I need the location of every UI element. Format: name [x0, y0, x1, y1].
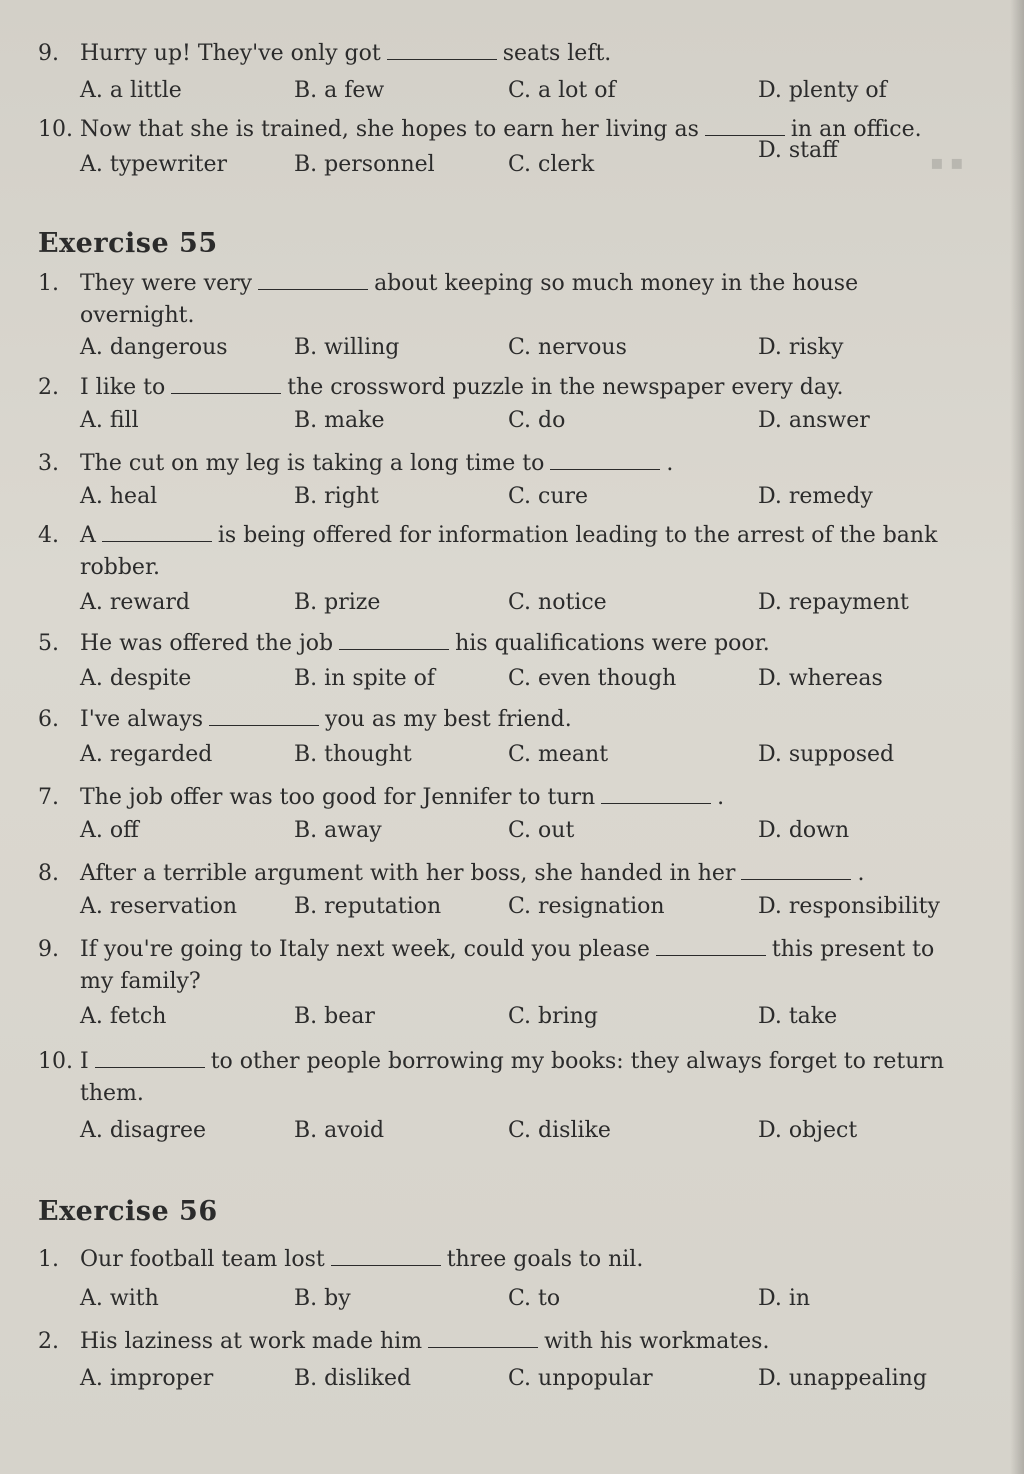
ex56-options-2	[80, 1366, 980, 1398]
option-b[interactable]: B. disliked	[294, 1366, 412, 1391]
answer-blank[interactable]	[741, 859, 851, 880]
option-c[interactable]: C. to	[508, 1286, 561, 1311]
option-b[interactable]: B. away	[294, 818, 382, 843]
option-c[interactable]: C. bring	[508, 1004, 598, 1029]
option-b[interactable]: B. thought	[294, 742, 412, 767]
option-c[interactable]: C. dislike	[508, 1118, 611, 1143]
ex55-options-6	[80, 742, 980, 774]
option-b[interactable]: B. reputation	[294, 894, 442, 919]
option-a[interactable]: A. disagree	[80, 1118, 207, 1143]
question-number: 9.	[38, 41, 59, 66]
ex55-question-6	[38, 704, 988, 736]
option-a[interactable]: A. dangerous	[80, 335, 228, 360]
option-b[interactable]: B. in spite of	[294, 666, 436, 691]
question-number: 6.	[38, 707, 59, 732]
answer-blank[interactable]	[550, 449, 660, 470]
answer-blank[interactable]	[387, 39, 497, 60]
option-a[interactable]: A. heal	[80, 484, 158, 509]
option-c[interactable]: C. clerk	[508, 152, 595, 177]
option-a[interactable]: A. fetch	[80, 1004, 167, 1029]
option-a[interactable]: A. reservation	[80, 894, 238, 919]
option-b[interactable]: B. by	[294, 1286, 351, 1311]
option-c[interactable]: C. meant	[508, 742, 609, 767]
question-number: 7.	[38, 785, 59, 810]
question-number: 8.	[38, 861, 59, 886]
options-top-9	[80, 78, 980, 110]
question-text-after: you as my best friend.	[325, 707, 572, 732]
answer-blank[interactable]	[331, 1245, 441, 1266]
exercise-55-title: Exercise 55	[38, 228, 218, 259]
answer-blank[interactable]	[209, 705, 319, 726]
answer-blank[interactable]	[95, 1047, 205, 1068]
question-number: 10.	[38, 117, 73, 142]
option-c[interactable]: C. cure	[508, 484, 589, 509]
option-c[interactable]: C. a lot of	[508, 78, 616, 103]
option-d[interactable]: D. whereas	[758, 666, 883, 691]
option-c[interactable]: C. unpopular	[508, 1366, 653, 1391]
question-number: 1.	[38, 271, 59, 296]
question-text-after: with his workmates.	[544, 1329, 770, 1354]
question-text-after: to other people borrowing my books: they always forget to return	[210, 1049, 945, 1074]
option-b[interactable]: B. right	[294, 484, 379, 509]
answer-blank[interactable]	[102, 521, 212, 542]
option-d[interactable]: D. down	[758, 818, 850, 843]
option-d[interactable]: D. unappealing	[758, 1366, 927, 1391]
option-c[interactable]: C. do	[508, 408, 566, 433]
answer-blank[interactable]	[171, 373, 281, 394]
page-edge-shadow	[1010, 0, 1024, 1474]
option-b[interactable]: B. personnel	[294, 152, 435, 177]
question-text-after: .	[717, 785, 725, 810]
question-text: His laziness at work made him	[80, 1329, 423, 1354]
answer-blank[interactable]	[601, 783, 711, 804]
ex55-question-2	[38, 372, 988, 404]
option-d[interactable]: D. answer	[758, 408, 870, 433]
question-text-after: .	[666, 451, 674, 476]
question-text-after: is being offered for information leading to the arrest of the bank	[217, 523, 938, 548]
ex55-options-2	[80, 408, 980, 440]
option-d[interactable]: D. repayment	[758, 590, 909, 615]
option-c[interactable]: C. out	[508, 818, 575, 843]
option-a[interactable]: A. despite	[80, 666, 192, 691]
option-b[interactable]: B. bear	[294, 1004, 375, 1029]
question-text: Now that she is trained, she hopes to earn her living as	[80, 117, 699, 142]
answer-blank[interactable]	[705, 115, 785, 136]
question-text-after: his qualifications were poor.	[455, 631, 770, 656]
ex55-question-5	[38, 628, 988, 660]
option-c[interactable]: C. resignation	[508, 894, 665, 919]
option-b[interactable]: B. avoid	[294, 1118, 385, 1143]
question-number: 4.	[38, 523, 59, 548]
question-text: The job offer was too good for Jennifer to turn	[80, 785, 596, 810]
question-text: The cut on my leg is taking a long time to	[80, 451, 545, 476]
question-text: Hurry up! They've only got	[80, 41, 381, 66]
question-text: If you're going to Italy next week, could you please	[80, 937, 650, 962]
option-a[interactable]: A. regarded	[80, 742, 213, 767]
question-text: A	[80, 523, 96, 548]
ex55-options-8	[80, 894, 980, 926]
question-text-after: the crossword puzzle in the newspaper every day.	[287, 375, 844, 400]
question-top-9	[38, 38, 988, 70]
ex56-question-1	[38, 1244, 988, 1276]
option-a[interactable]: A. off	[80, 818, 139, 843]
option-d[interactable]: D. risky	[758, 335, 844, 360]
question-number: 1.	[38, 1247, 59, 1272]
question-text: They were very	[80, 271, 253, 296]
ex55-question-4	[38, 520, 988, 584]
option-d[interactable]: D. object	[758, 1118, 858, 1143]
option-d[interactable]: D. plenty of	[758, 78, 887, 103]
option-d[interactable]: D. take	[758, 1004, 838, 1029]
question-text-after: .	[857, 861, 865, 886]
options-top-10	[80, 138, 980, 184]
question-continuation: overnight.	[80, 303, 195, 328]
exercise-56-title: Exercise 56	[38, 1196, 218, 1227]
question-text: After a terrible argument with her boss, she handed in her	[80, 861, 736, 886]
ex55-question-3	[38, 448, 988, 480]
option-c[interactable]: C. nervous	[508, 335, 627, 360]
question-continuation: them.	[80, 1081, 144, 1106]
option-d[interactable]: D. in	[758, 1286, 811, 1311]
option-b[interactable]: B. make	[294, 408, 385, 433]
ex55-options-3	[80, 484, 980, 516]
show-through-text: ▪ ▪	[930, 150, 964, 174]
answer-blank[interactable]	[258, 269, 368, 290]
question-top-10	[38, 114, 988, 146]
option-a[interactable]: A. fill	[80, 408, 139, 433]
option-d[interactable]: D. responsibility	[758, 894, 940, 919]
question-number: 10.	[38, 1049, 73, 1074]
option-c[interactable]: C. even though	[508, 666, 677, 691]
option-d[interactable]: D. staff	[758, 138, 838, 163]
ex55-options-9	[80, 1004, 980, 1036]
question-number: 2.	[38, 375, 59, 400]
option-b[interactable]: B. prize	[294, 590, 381, 615]
question-number: 2.	[38, 1329, 59, 1354]
answer-blank[interactable]	[656, 935, 766, 956]
option-b[interactable]: B. willing	[294, 335, 400, 360]
ex55-options-4	[80, 590, 980, 622]
question-text-after: in an office.	[790, 117, 922, 142]
question-text-after: about keeping so much money in the house	[374, 271, 859, 296]
option-a[interactable]: A. reward	[80, 590, 190, 615]
ex55-question-9	[38, 934, 988, 998]
question-number: 9.	[38, 937, 59, 962]
question-continuation: robber.	[80, 555, 161, 580]
ex56-options-1	[80, 1286, 980, 1318]
question-text: I	[80, 1049, 89, 1074]
answer-blank[interactable]	[428, 1327, 538, 1348]
option-d[interactable]: D. supposed	[758, 742, 895, 767]
option-a[interactable]: A. a little	[80, 78, 182, 103]
ex56-question-2	[38, 1326, 988, 1358]
question-number: 5.	[38, 631, 59, 656]
option-a[interactable]: A. typewriter	[80, 152, 228, 177]
option-b[interactable]: B. a few	[294, 78, 385, 103]
question-text-after: three goals to nil.	[446, 1247, 644, 1272]
question-text-after: seats left.	[502, 41, 612, 66]
ex55-question-8	[38, 858, 988, 890]
option-a[interactable]: A. improper	[80, 1366, 214, 1391]
question-text: Our football team lost	[80, 1247, 325, 1272]
question-text-after: this present to	[771, 937, 935, 962]
ex55-options-5	[80, 666, 980, 698]
question-text: I like to	[80, 375, 166, 400]
question-number: 3.	[38, 451, 59, 476]
answer-blank[interactable]	[339, 629, 449, 650]
option-a[interactable]: A. with	[80, 1286, 159, 1311]
ex55-question-1	[38, 268, 988, 332]
question-text: I've always	[80, 707, 203, 732]
ex55-options-1	[80, 335, 980, 367]
ex55-question-10	[38, 1046, 988, 1110]
question-text: He was offered the job	[80, 631, 334, 656]
ex55-options-10	[80, 1118, 980, 1150]
ex55-question-7	[38, 782, 988, 814]
option-d[interactable]: D. remedy	[758, 484, 873, 509]
option-c[interactable]: C. notice	[508, 590, 607, 615]
question-continuation: my family?	[80, 969, 201, 994]
ex55-options-7	[80, 818, 980, 850]
